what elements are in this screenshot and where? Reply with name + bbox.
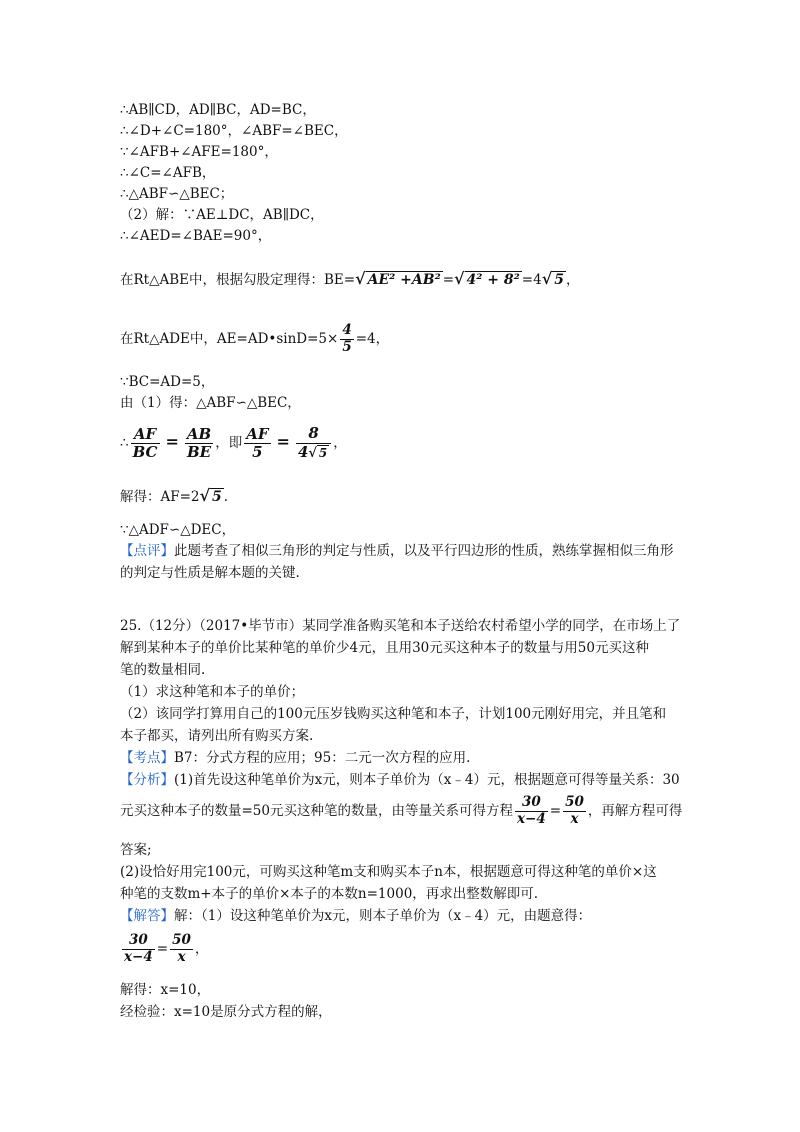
- text-segment: ，再解方程可得: [587, 803, 683, 819]
- numerator: AF: [133, 424, 157, 443]
- text-line: ∴∠C=∠AFB，: [120, 165, 216, 181]
- question-line: 本子都买，请列出所有购买方案.: [120, 728, 314, 744]
- text-line: 由（1）得：△ABF∽△BEC，: [120, 395, 301, 411]
- text-segment: =: [442, 272, 455, 288]
- fraction: [515, 795, 548, 827]
- sqrt-expression: [542, 266, 566, 293]
- denominator: x: [563, 811, 586, 828]
- text-segment: 此题考查了相似三角形的判定与性质，以及平行四边形的性质，熟练掌握相似三角形: [174, 543, 674, 559]
- sqrt-expression: [355, 266, 443, 293]
- text-segment: ，即: [215, 435, 243, 451]
- text-segment: 解得：AF=2: [120, 489, 200, 505]
- numerator: 4: [342, 322, 352, 339]
- analysis-tag: 【分析】: [120, 772, 174, 788]
- question-line: 解到某种本子的单价比某种笔的单价少4元，且用30元买这种本子的数量与用50元买这种: [120, 640, 649, 656]
- text-segment: .: [223, 489, 229, 505]
- fraction: [131, 426, 160, 462]
- text-segment: ，: [194, 941, 209, 957]
- text-segment: ，: [333, 435, 347, 451]
- denominator: 5: [244, 443, 270, 461]
- denominator: x−4: [124, 949, 153, 965]
- fraction: [563, 795, 586, 827]
- sqrt-expression: [200, 484, 224, 509]
- numerator: AF: [246, 424, 269, 443]
- text-segment: =4，: [355, 331, 390, 347]
- text-segment: B7：分式方程的应用；95：二元一次方程的应用.: [174, 750, 471, 766]
- denominator-coefficient: 4: [297, 442, 309, 461]
- denominator: x−4: [517, 811, 546, 827]
- text-segment: ∴: [120, 435, 129, 451]
- comment-tag: 【点评】: [120, 543, 174, 559]
- text-line: 种笔的支数m+本子的单价×本子的本数n=1000，再求出整数解即可.: [120, 886, 539, 902]
- solution-tag: 【解答】: [120, 908, 174, 924]
- analysis-line: [120, 770, 680, 790]
- text-segment: 在Rt△ABE中，根据勾股定理得：BE=: [120, 272, 356, 288]
- text-segment: 元买这种本子的数量=50元买这种笔的数量，由等量关系可得方程: [120, 803, 513, 819]
- numerator: 30: [521, 794, 541, 811]
- fraction: [185, 426, 213, 462]
- sine-line: [120, 318, 389, 360]
- denominator: 5: [342, 339, 352, 355]
- kaodian-line: [120, 748, 470, 768]
- numerator: AB: [186, 424, 212, 443]
- text-line: 经检验：x=10是原分式方程的解，: [120, 1004, 332, 1020]
- equals-sign: =: [276, 432, 290, 451]
- radical-sign: √: [454, 269, 465, 288]
- equals-sign: =: [165, 432, 179, 451]
- text-segment: =4: [521, 272, 542, 288]
- denominator: x: [170, 949, 193, 966]
- question-line: 笔的数量相同.: [120, 662, 206, 678]
- equals-sign: =: [156, 941, 169, 957]
- question-line: （2）该同学打算用自己的100元压岁钱购买这种笔和本子，计划100元刚好用完，并且笔和: [120, 706, 667, 722]
- text-line: ∴∠D+∠C=180°，∠ABF=∠BEC，: [120, 123, 348, 139]
- fraction: [122, 933, 155, 965]
- text-segment: 解：（1）设这种笔单价为x元，则本子单价为（x﹣4）元，由题意得：: [174, 908, 592, 924]
- numerator: 50: [565, 794, 584, 811]
- radicand: 5: [212, 489, 222, 505]
- radical-sign: √: [308, 445, 317, 461]
- result-line: [120, 484, 228, 509]
- radicand: 5: [318, 445, 328, 460]
- analysis-equation-line: [120, 788, 682, 834]
- text-line: ∴△ABF∽△BEC；: [120, 186, 234, 202]
- radical-sign: √: [355, 269, 366, 288]
- text-line: 的判定与性质是解本题的关键.: [120, 565, 300, 581]
- radicand: 4² + 8²: [466, 272, 520, 288]
- text-line: ∴AB∥CD，AD∥BC，AD=BC，: [120, 102, 316, 118]
- text-line: (2)设恰好用完100元，可购买这种笔m支和购买本子n本，根据题意可得这种笔的单价×这: [120, 864, 657, 880]
- text-line: （2）解：∵AE⊥DC，AB∥DC，: [120, 207, 324, 223]
- solution-line: [120, 906, 591, 926]
- equation-line: [120, 926, 208, 972]
- denominator: BC: [132, 443, 158, 461]
- radical-sign: √: [199, 486, 211, 505]
- equals-sign: =: [549, 803, 562, 819]
- sqrt-expression: [308, 444, 329, 462]
- pythagoras-line: [120, 266, 579, 293]
- proportion-line: [120, 418, 347, 467]
- numerator: 8: [308, 424, 319, 443]
- fraction: [340, 323, 353, 355]
- question-line: （1）求这种笔和本子的单价；: [120, 684, 305, 700]
- denominator: BE: [185, 443, 213, 461]
- text-line: ∴∠AED=∠BAE=90°，: [120, 228, 272, 244]
- fraction: [296, 425, 331, 461]
- kaodian-tag: 【考点】: [120, 750, 174, 766]
- comment-line: [120, 541, 674, 561]
- radicand: AE² +AB²: [367, 272, 441, 288]
- fraction: [170, 933, 193, 965]
- radicand: 5: [554, 272, 564, 288]
- text-line: ∵△ADF∽△DEC，: [120, 522, 236, 538]
- text-segment: 在Rt△ADE中，AE=AD•sinD=5×: [120, 331, 339, 347]
- text-segment: (1)首先设这种笔单价为x元，则本子单价为（x﹣4）元，根据题意可得等量关系：30: [174, 772, 680, 788]
- numerator: 30: [128, 932, 148, 949]
- text-line: ∵BC=AD=5，: [120, 374, 215, 390]
- denominator: [296, 443, 331, 462]
- text-segment: ，: [565, 272, 580, 288]
- radical-sign: √: [541, 269, 553, 288]
- fraction: [244, 426, 270, 462]
- text-line: 答案;: [120, 842, 152, 858]
- text-line: 解得：x=10，: [120, 982, 211, 998]
- question-line: 25.（12分）（2017•毕节市）某同学准备购买笔和本子送给农村希望小学的同学，在市场上了: [120, 618, 681, 634]
- text-line: ∵∠AFB+∠AFE=180°，: [120, 144, 278, 160]
- numerator: 50: [172, 932, 191, 949]
- sqrt-expression: [454, 266, 522, 293]
